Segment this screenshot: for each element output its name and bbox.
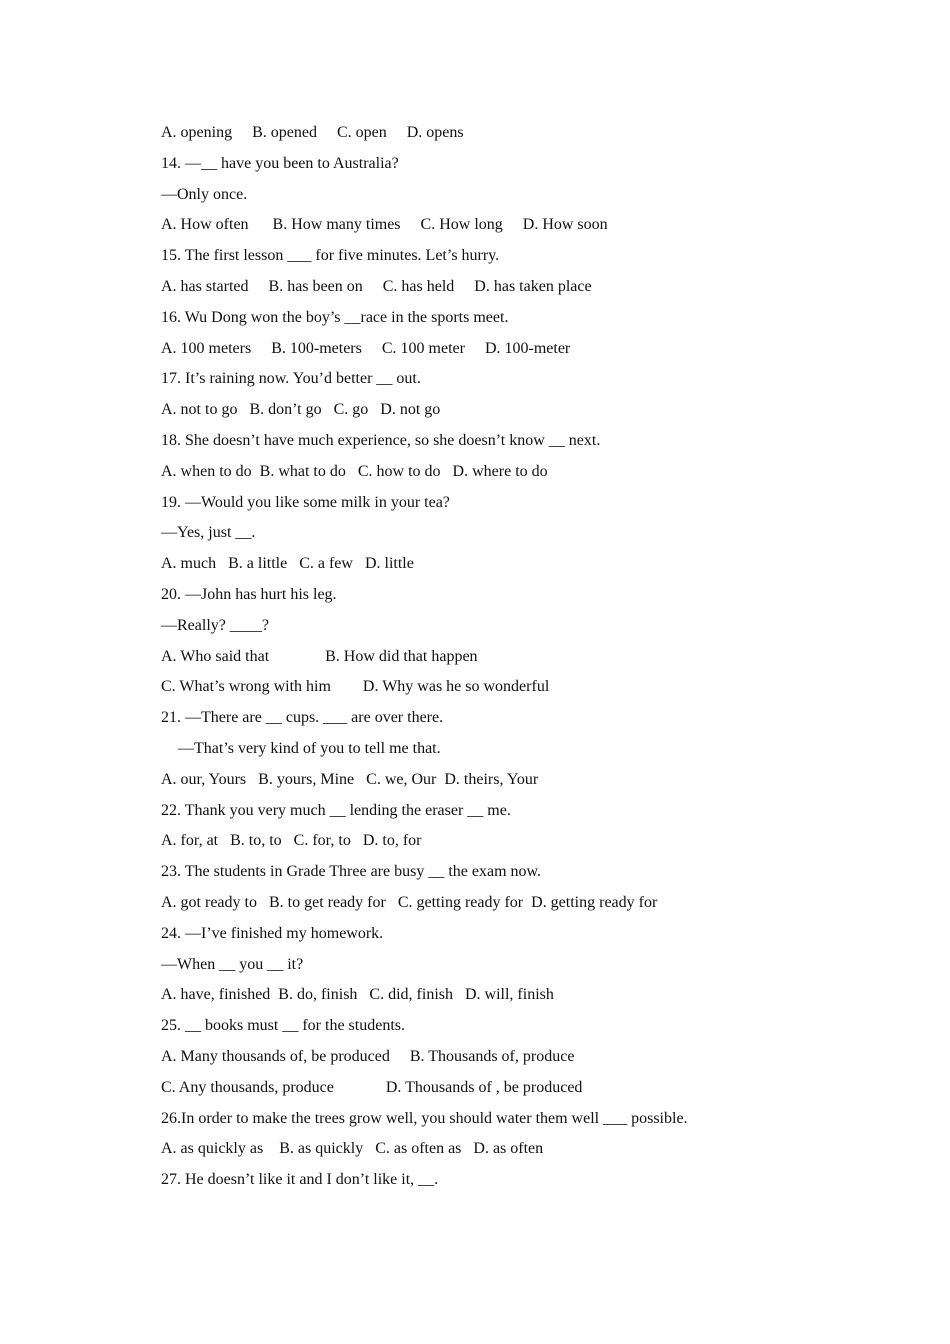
options-23: A. got ready to B. to get ready for C. getting ready for D. getting ready for <box>161 893 658 911</box>
question-15: 15. The first lesson ___ for five minutes. Let’s hurry. <box>161 247 500 265</box>
answer-line-21: —That’s very kind of you to tell me that. <box>178 739 441 757</box>
question-14: 14. —__ have you been to Australia? <box>161 154 399 172</box>
options-20-cd: C. What’s wrong with him D. Why was he so wonderful <box>161 678 550 696</box>
options-25-ab: A. Many thousands of, be produced B. Thousands of, produce <box>161 1047 575 1065</box>
options-21: A. our, Yours B. yours, Mine C. we, Our D. theirs, Your <box>161 770 539 788</box>
options-25-cd: C. Any thousands, produce D. Thousands of , be produced <box>161 1078 583 1096</box>
document-page <box>161 118 901 1196</box>
options-13: A. opening B. opened C. open D. opens <box>161 124 464 141</box>
options-15: A. has started B. has been on C. has held D. has taken place <box>161 277 592 295</box>
options-20-ab: A. Who said that B. How did that happen <box>161 647 478 665</box>
options-26: A. as quickly as B. as quickly C. as often as D. as often <box>161 1140 544 1158</box>
question-27: 27. He doesn’t like it and I don’t like it, __. <box>161 1171 439 1189</box>
options-18: A. when to do B. what to do C. how to do D. where to do <box>161 462 548 480</box>
question-24: 24. —I’ve finished my homework. <box>161 924 384 942</box>
question-18: 18. She doesn’t have much experience, so she doesn’t know __ next. <box>161 431 601 449</box>
question-23: 23. The students in Grade Three are busy __ the exam now. <box>161 863 542 881</box>
answer-line-14: —Only once. <box>161 185 248 203</box>
question-25: 25. __ books must __ for the students. <box>161 1017 405 1035</box>
answer-line-20: —Really? ____? <box>161 616 269 634</box>
answer-line-24: —When __ you __ it? <box>161 955 304 973</box>
options-22: A. for, at B. to, to C. for, to D. to, for <box>161 832 422 850</box>
options-19: A. much B. a little C. a few D. little <box>161 555 414 573</box>
question-26: 26.In order to make the trees grow well, you should water them well ___ possible. <box>161 1109 688 1127</box>
question-20: 20. —John has hurt his leg. <box>161 585 337 603</box>
options-16: A. 100 meters B. 100-meters C. 100 meter D. 100-meter <box>161 339 571 357</box>
options-17: A. not to go B. don’t go C. go D. not go <box>161 401 441 419</box>
question-22: 22. Thank you very much __ lending the eraser __ me. <box>161 801 511 819</box>
answer-line-19: —Yes, just __. <box>161 524 256 542</box>
question-19: 19. —Would you like some milk in your tea? <box>161 493 450 511</box>
question-17: 17. It’s raining now. You’d better __ out. <box>161 370 421 388</box>
options-24: A. have, finished B. do, finish C. did, finish D. will, finish <box>161 986 554 1004</box>
options-14: A. How often B. How many times C. How long D. How soon <box>161 216 608 234</box>
question-16: 16. Wu Dong won the boy’s __race in the sports meet. <box>161 308 509 326</box>
question-21: 21. —There are __ cups. ___ are over there. <box>161 709 444 727</box>
